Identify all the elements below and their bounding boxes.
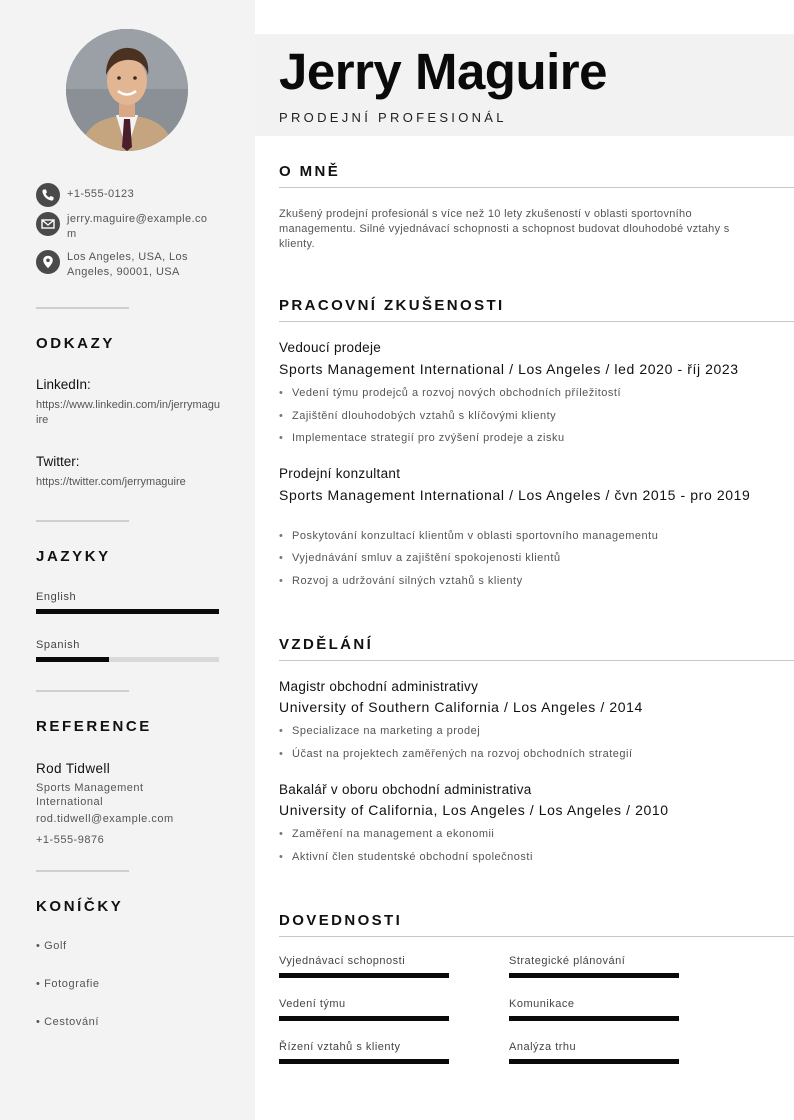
sidebar: [0, 0, 255, 1120]
skill-level-fill: [509, 1059, 679, 1064]
skill-level-fill: [279, 1016, 449, 1021]
skill-name: Řízení vztahů s klienty: [279, 1041, 401, 1053]
education-heading: VZDĚLÁNÍ: [279, 636, 374, 653]
reference-name: Rod Tidwell: [36, 761, 111, 776]
section-divider: [279, 321, 794, 322]
hobbies-heading: KONÍČKY: [36, 898, 124, 915]
skill-name: Analýza trhu: [509, 1041, 577, 1053]
degree-title: Magistr obchodní administrativy: [279, 679, 479, 694]
job-bullet: • Zajištění dlouhodobých vztahů s klíčovými klienty: [279, 410, 557, 422]
section-divider: [279, 660, 794, 661]
job-details: Sports Management International / Los Angeles / led 2020 - říj 2023: [279, 361, 739, 377]
skill-level-fill: [509, 1016, 679, 1021]
divider: [36, 690, 129, 692]
skill-level-bar: [509, 1016, 679, 1021]
main-content: [255, 0, 794, 1120]
reference-company: Sports Management International: [36, 782, 144, 808]
skill-name: Vyjednávací schopnosti: [279, 955, 406, 967]
language-level-bar: [36, 609, 219, 614]
address-text: Los Angeles, USA, Los Angeles, 90001, USA: [67, 251, 188, 278]
reference-email: rod.tidwell@example.com: [36, 813, 174, 825]
job-bullet: • Poskytování konzultací klientům v oblasti sportovního managementu: [279, 530, 659, 542]
links-heading: ODKAZY: [36, 335, 115, 352]
degree-bullet: • Účast na projektech zaměřených na rozvoj obchodních strategií: [279, 748, 633, 760]
divider: [36, 307, 129, 309]
section-divider: [279, 936, 794, 937]
twitter-url[interactable]: https://twitter.com/jerrymaguire: [36, 476, 186, 488]
degree-bullet: • Specializace na marketing a prodej: [279, 725, 481, 737]
job-details: Sports Management International / Los Angeles / čvn 2015 - pro 2019: [279, 487, 751, 503]
hobby-item: • Fotografie: [36, 978, 100, 990]
skill-name: Vedení týmu: [279, 998, 346, 1010]
skill-level-bar: [279, 1059, 449, 1064]
skill-level-bar: [509, 973, 679, 978]
degree-details: University of California, Los Angeles / Los Angeles / 2010: [279, 802, 669, 818]
job-bullet: • Vedení týmu prodejců a rozvoj nových obchodních příležitostí: [279, 387, 622, 399]
profile-photo: [66, 29, 188, 151]
linkedin-url[interactable]: https://www.linkedin.com/in/jerrymaguire: [36, 399, 221, 426]
contact-address: [36, 250, 207, 280]
about-heading: O MNĚ: [279, 163, 341, 180]
skill-level-bar: [279, 973, 449, 978]
language-name: English: [36, 591, 77, 603]
skill-name: Strategické plánování: [509, 955, 626, 967]
job-title: Vedoucí prodeje: [279, 340, 382, 355]
phone-text: +1-555-0123: [67, 188, 135, 200]
language-level-fill: [36, 609, 219, 614]
skill-level-fill: [279, 1059, 449, 1064]
reference-phone: +1-555-9876: [36, 834, 105, 846]
location-pin-icon: [36, 250, 60, 274]
linkedin-label: LinkedIn:: [36, 377, 91, 392]
hobby-item: • Golf: [36, 940, 67, 952]
experience-heading: PRACOVNÍ ZKUŠENOSTI: [279, 297, 505, 314]
twitter-label: Twitter:: [36, 454, 80, 469]
person-role: PRODEJNÍ PROFESIONÁL: [279, 110, 507, 125]
languages-heading: JAZYKY: [36, 548, 111, 565]
email-icon: [36, 212, 60, 236]
hobby-item: • Cestování: [36, 1016, 100, 1028]
language-level-fill: [36, 657, 109, 662]
contact-email: [36, 212, 215, 242]
section-divider: [279, 187, 794, 188]
skill-level-bar: [279, 1016, 449, 1021]
skill-name: Komunikace: [509, 998, 575, 1010]
skill-level-fill: [279, 973, 449, 978]
job-bullet: • Rozvoj a udržování silných vztahů s klienty: [279, 575, 523, 587]
references-heading: REFERENCE: [36, 718, 152, 735]
degree-bullet: • Zaměření na management a ekonomii: [279, 828, 495, 840]
language-name: Spanish: [36, 639, 80, 651]
skill-level-bar: [509, 1059, 679, 1064]
skill-level-fill: [509, 973, 679, 978]
job-bullet: • Vyjednávání smluv a zajištění spokojenosti klientů: [279, 552, 561, 564]
degree-bullet: • Aktivní člen studentské obchodní společnosti: [279, 851, 533, 863]
job-bullet: • Implementace strategií pro zvýšení prodeje a zisku: [279, 432, 565, 444]
degree-details: University of Southern California / Los Angeles / 2014: [279, 699, 643, 715]
about-text: Zkušený prodejní profesionál s více než 10 lety zkušeností v oblasti sportovního managementu. Silné vyjednávací schopnosti a schopnost budovat dlouhodobé vztahy s klienty.: [279, 208, 730, 250]
email-text: jerry.maguire@example.com: [67, 213, 208, 240]
language-level-bar: [36, 657, 219, 662]
skills-heading: DOVEDNOSTI: [279, 912, 403, 929]
divider: [36, 520, 129, 522]
job-title: Prodejní konzultant: [279, 466, 401, 481]
divider: [36, 870, 129, 872]
person-name: Jerry Maguire: [279, 43, 607, 100]
contact-phone: [36, 183, 217, 207]
degree-title: Bakalář v oboru obchodní administrativa: [279, 782, 532, 797]
phone-icon: [36, 183, 60, 207]
